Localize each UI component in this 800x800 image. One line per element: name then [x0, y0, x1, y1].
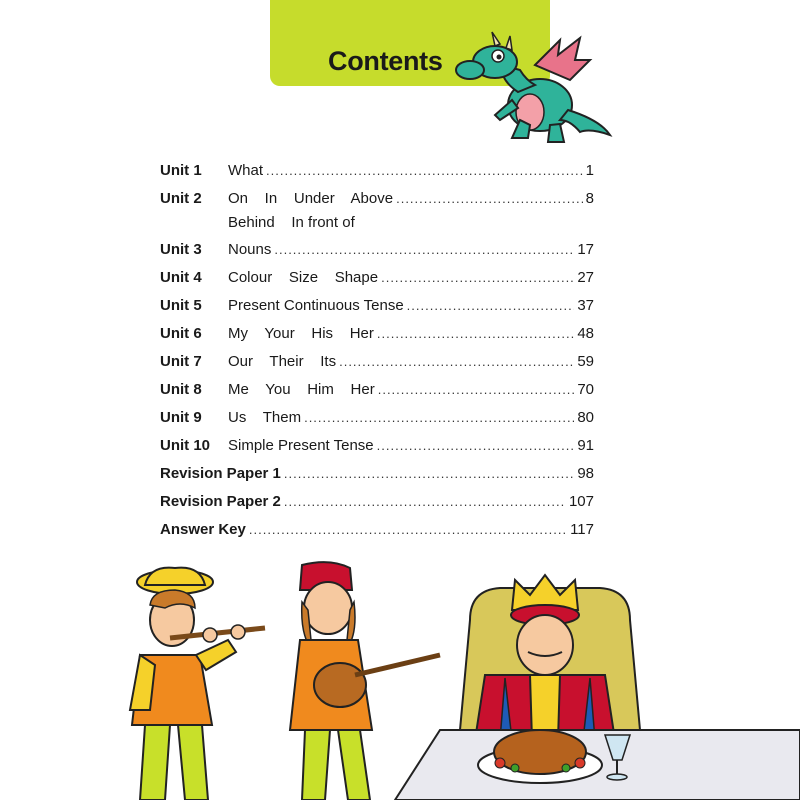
leader-dots [284, 466, 574, 481]
unit-label: Unit 9 [160, 409, 202, 426]
unit-title: On In Under Above [228, 190, 394, 207]
bottom-illustration [0, 560, 800, 800]
flute-player-icon [130, 568, 265, 800]
page-number: 1 [585, 162, 594, 179]
page-number: 48 [577, 325, 594, 342]
unit-title: Our Their Its [228, 353, 337, 370]
unit-title: Colour Size Shape [228, 269, 379, 286]
leader-dots [339, 354, 574, 369]
page-number: 37 [577, 297, 594, 314]
leader-dots [378, 382, 575, 397]
unit-label: Unit 5 [160, 297, 202, 314]
leader-dots [407, 298, 575, 313]
leader-dots [377, 326, 574, 341]
page-number: 70 [577, 381, 594, 398]
unit-label: Unit 4 [160, 269, 202, 286]
leader-dots [284, 494, 566, 509]
page-number: 17 [577, 241, 594, 258]
leader-dots [396, 191, 583, 206]
unit-label: Unit 8 [160, 381, 202, 398]
toc-row[interactable] [160, 190, 594, 231]
toc-row[interactable] [160, 465, 594, 489]
page-number: 98 [577, 465, 594, 482]
king-at-table-icon [395, 575, 800, 800]
section-title: Revision Paper 2 [160, 493, 281, 510]
unit-label: Unit 7 [160, 353, 202, 370]
leader-dots [377, 438, 575, 453]
section-title: Answer Key [160, 521, 246, 538]
unit-title: Nouns [228, 241, 272, 258]
unit-label: Unit 6 [160, 325, 202, 342]
unit-title: What [228, 162, 264, 179]
dragon-icon [440, 20, 620, 150]
page-number: 27 [577, 269, 594, 286]
page-number: 59 [577, 353, 594, 370]
page-number: 8 [585, 190, 594, 207]
toc-row[interactable] [160, 241, 594, 265]
leader-dots [381, 270, 574, 285]
unit-label: Unit 10 [160, 437, 211, 454]
toc-row[interactable] [160, 521, 594, 545]
toc-row[interactable] [160, 269, 594, 293]
unit-label: Unit 2 [160, 190, 202, 207]
toc-row[interactable] [160, 325, 594, 349]
toc-row[interactable] [160, 297, 594, 321]
unit-title: Present Continuous Tense [228, 297, 404, 314]
unit-title: Me You Him Her [228, 381, 375, 398]
unit-title: Us Them [228, 409, 302, 426]
leader-dots [266, 163, 583, 178]
leader-dots [304, 410, 574, 425]
page-number: 117 [570, 521, 594, 538]
unit-label: Unit 3 [160, 241, 202, 258]
toc-row[interactable] [160, 162, 594, 186]
unit-title-line2: Behind In front of [228, 214, 355, 231]
toc-row[interactable] [160, 493, 594, 517]
toc-row[interactable] [160, 381, 594, 405]
page-number: 80 [577, 409, 594, 426]
page-number: 107 [568, 493, 594, 510]
leader-dots [274, 242, 574, 257]
toc-row[interactable] [160, 409, 594, 433]
toc-row[interactable] [160, 353, 594, 377]
toc-row[interactable] [160, 437, 594, 461]
page-title: Contents [328, 46, 443, 76]
unit-title: Simple Present Tense [228, 437, 374, 454]
leader-dots [249, 522, 567, 537]
page-number: 91 [577, 437, 594, 454]
section-title: Revision Paper 1 [160, 465, 281, 482]
unit-title: My Your His Her [228, 325, 374, 342]
unit-label: Unit 1 [160, 162, 202, 179]
